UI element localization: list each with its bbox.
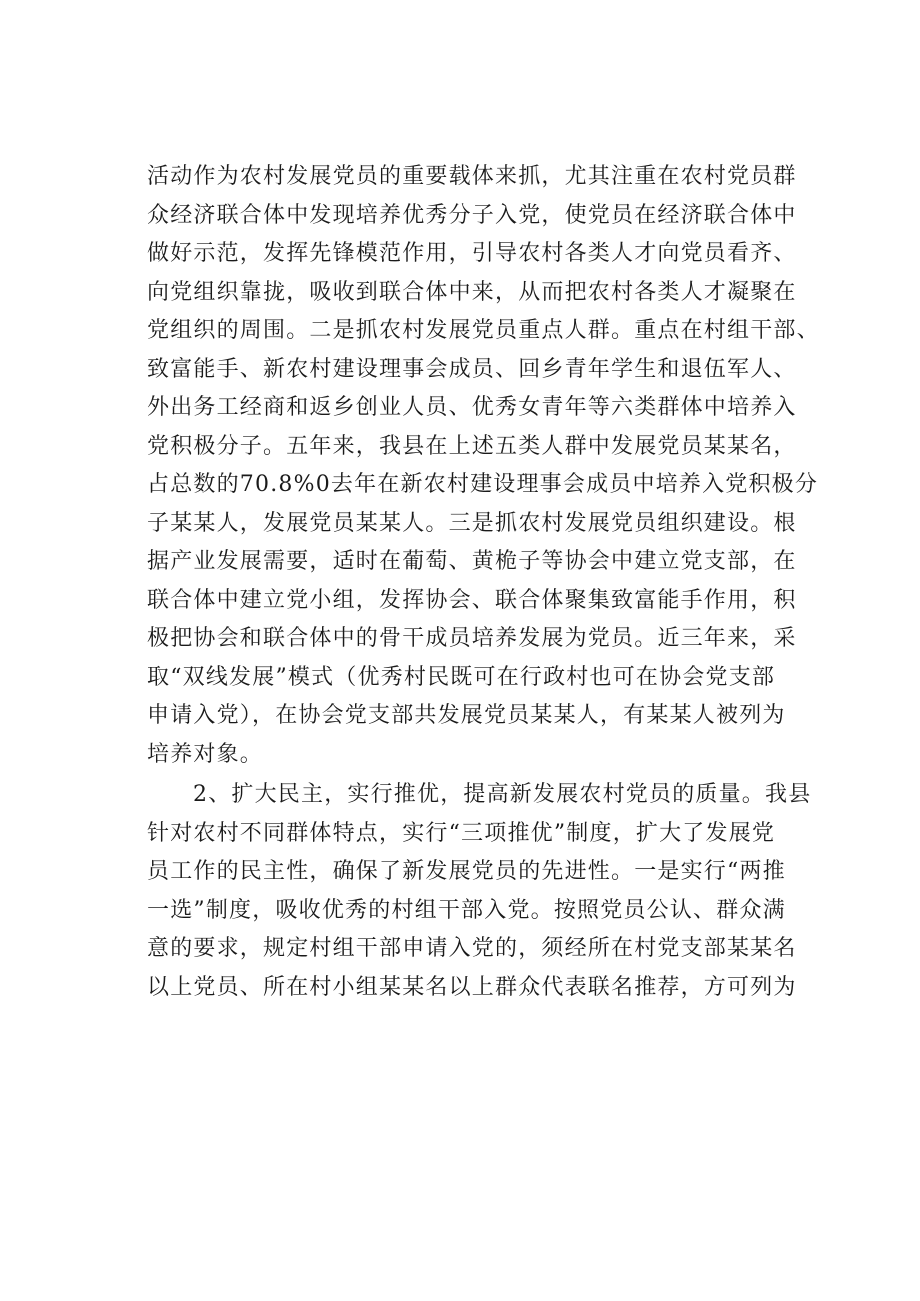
text-line: 众经济联合体中发现培养优秀分子入党，使党员在经济联合体中 <box>147 202 797 228</box>
text-line: 取“双线发展”模式（优秀村民既可在行政村也可在协会党支部 <box>147 664 776 690</box>
text-line: 党组织的周围。二是抓农村发展党员重点人群。重点在村组干部、 <box>147 318 820 343</box>
text-line: 培养对象。 <box>147 741 264 767</box>
paragraph-start-line: 2、扩大民主，实行推优，提高新发展农村党员的质量。我县 <box>193 782 812 807</box>
text-line: 极把协会和联合体中的骨干成员培养发展为党员。近三年来，采 <box>147 626 797 651</box>
text-line: 以上党员、所在村小组某某名以上群众代表联名推荐，方可列为 <box>147 974 797 1000</box>
text-line: 致富能手、新农村建设理事会成员、回乡青年学生和退伍军人、 <box>147 356 797 382</box>
text-line: 做好示范，发挥先锋模范作用，引导农村各类人才向党员看齐、 <box>147 241 797 266</box>
text-line: 外出务工经商和返乡创业人员、优秀女青年等六类群体中培养入 <box>147 395 797 420</box>
body-text <box>147 158 820 1007</box>
text-line: 联合体中建立党小组，发挥协会、联合体聚集致富能手作用，积 <box>147 587 797 613</box>
text-line: 党积极分子。五年来，我县在上述五类人群中发展党员某某名， <box>147 433 797 459</box>
text-line: 子某某人，发展党员某某人。三是抓农村发展党员组织建设。根 <box>147 510 797 536</box>
text-line: 向党组织靠拢，吸收到联合体中来，从而把农村各类人才凝聚在 <box>147 279 797 305</box>
text-line: 意的要求，规定村组干部申请入党的，须经所在村党支部某某名 <box>147 936 797 961</box>
text-line: 一选”制度，吸收优秀的村组干部入党。按照党员公认、群众满 <box>147 897 786 923</box>
text-line: 申请入党），在协会党支部共发展党员某某人，有某某人被列为 <box>147 703 786 728</box>
text-line: 针对农村不同群体特点，实行“三项推优”制度，扩大了发展党 <box>147 820 776 846</box>
text-line: 活动作为农村发展党员的重要载体来抓，尤其注重在农村党员群 <box>147 164 797 189</box>
text-line: 据产业发展需要，适时在葡萄、黄桅子等协会中建立党支部，在 <box>147 549 797 574</box>
text-line: 员工作的民主性，确保了新发展党员的先进性。一是实行“两推 <box>147 859 786 884</box>
text-line: 占总数的70.8%0去年在新农村建设理事会成员中培养入党积极分 <box>147 472 819 497</box>
